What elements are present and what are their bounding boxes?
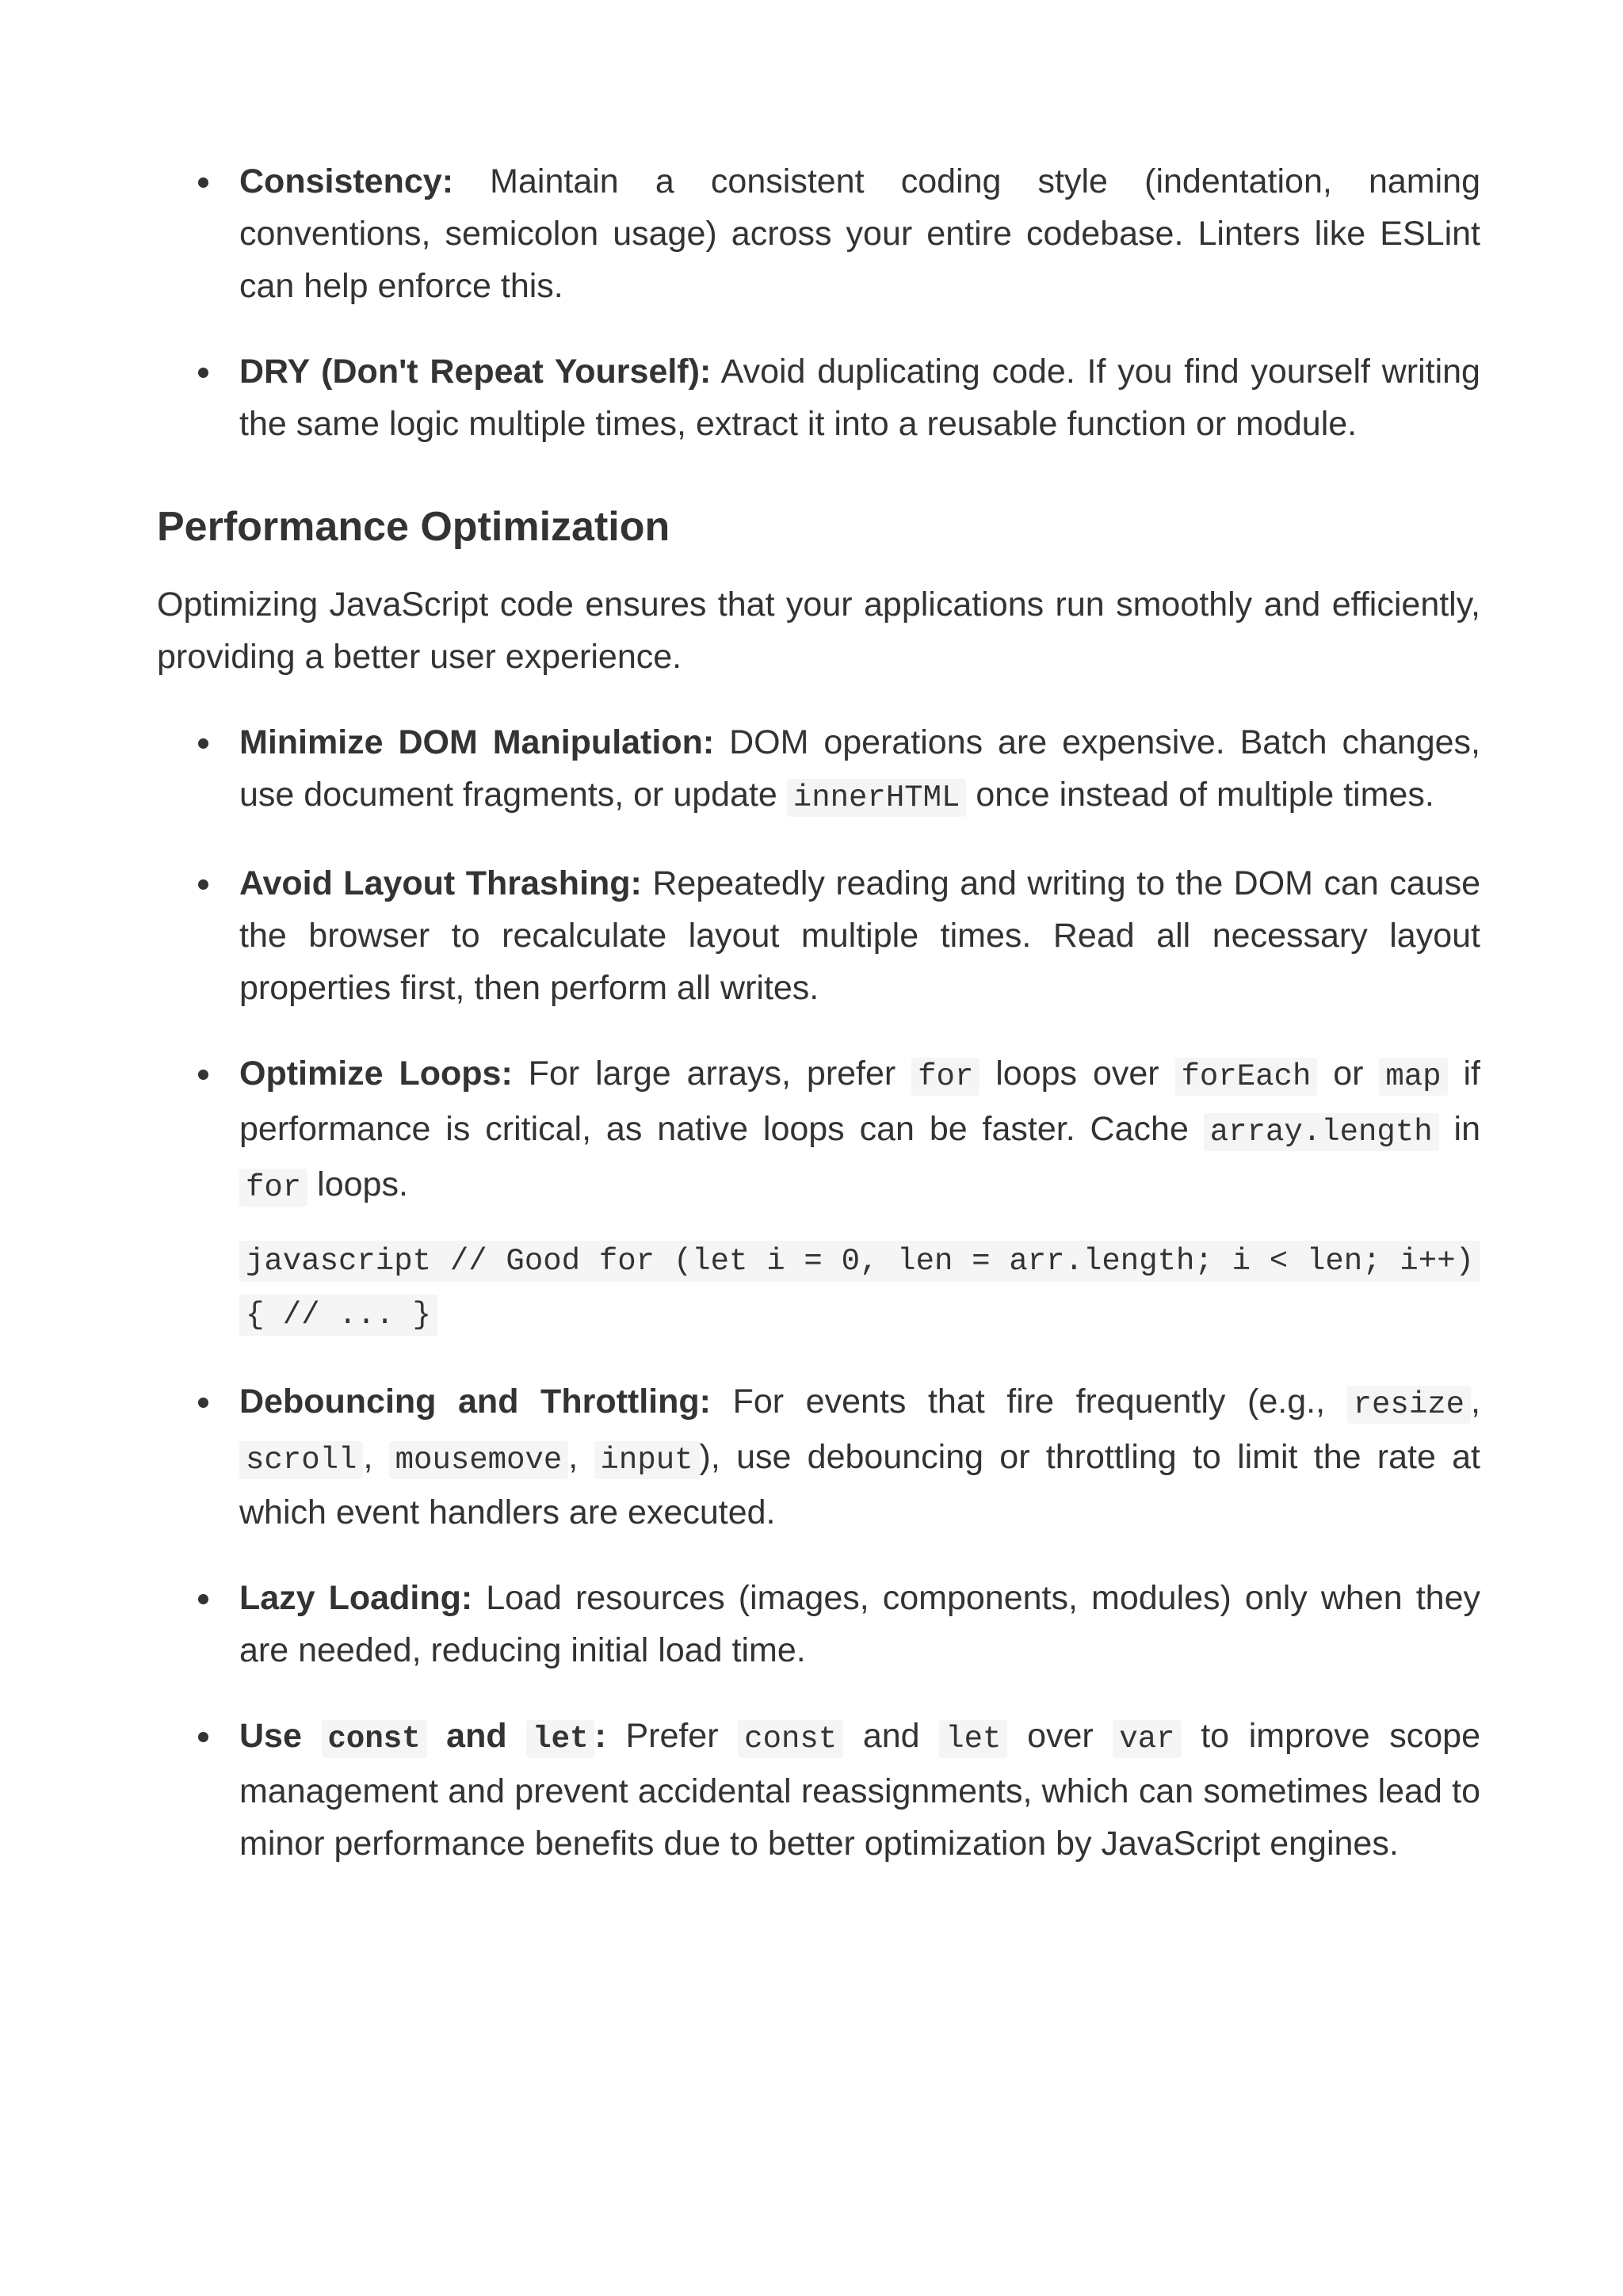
term-dry: DRY (Don't Repeat Yourself):	[239, 353, 712, 391]
desc-layout-thrashing: Repeatedly reading and writing to the DOM can cause the browser to recalculate layout multiple times. Read all necessary layout properties first, then perform all writes.	[239, 864, 1480, 1007]
text-segment: Use	[239, 1717, 322, 1755]
section-intro: Optimizing JavaScript code ensures that your applications run smoothly and efficiently, providing a better user experience.	[157, 585, 1480, 676]
text-segment: and	[843, 1717, 940, 1755]
term-debounce: Debouncing and Throttling:	[239, 1383, 711, 1421]
text-segment: For large arrays, prefer	[512, 1055, 912, 1093]
list-item-dry	[157, 345, 1480, 450]
inline-code: const	[322, 1720, 427, 1758]
inline-code: mousemove	[389, 1441, 569, 1479]
list-item-loops	[157, 1047, 1480, 1342]
text-segment: if performance is critical, as native loops can be faster. Cache	[239, 1055, 1480, 1148]
text-segment: Prefer	[605, 1717, 739, 1755]
text-segment: over	[1007, 1717, 1113, 1755]
text-segment: to improve scope management and prevent accidental reassignments, which can sometimes lead to minor performance benefits due to better optimization by JavaScript engines.	[239, 1717, 1481, 1863]
inline-code: let	[939, 1720, 1007, 1758]
text-segment: :	[594, 1717, 606, 1755]
text-segment: loops over	[980, 1055, 1175, 1093]
list-item-layout-thrashing	[157, 857, 1480, 1014]
document-page	[157, 155, 1480, 1903]
text-segment: ,	[1471, 1383, 1480, 1421]
inline-code: resize	[1347, 1386, 1471, 1424]
list-item-debounce	[157, 1375, 1480, 1539]
text-segment: ,	[568, 1438, 594, 1476]
desc-lazy-loading: Load resources (images, components, modules) only when they are needed, reducing initial load time.	[239, 1579, 1480, 1669]
performance-list	[157, 716, 1480, 1870]
code-block	[239, 1234, 1480, 1342]
term-consistency: Consistency:	[239, 162, 454, 200]
text-segment: once instead of multiple times.	[966, 776, 1434, 814]
code-block-text: javascript // Good for (let i = 0, len = arr.length; i < len; i++) { // ... }	[239, 1241, 1480, 1336]
inline-code: let	[526, 1720, 594, 1758]
text-segment: and	[426, 1717, 527, 1755]
desc-consistency: Maintain a consistent coding style (indentation, naming conventions, semicolon usage) across your entire codebase. Linters like ESLint can help enforce this.	[239, 162, 1480, 305]
inline-code: input	[594, 1441, 700, 1479]
term-layout-thrashing: Avoid Layout Thrashing:	[239, 864, 642, 902]
inline-code: const	[738, 1720, 843, 1758]
list-item-consistency	[157, 155, 1480, 312]
text-segment: DOM operations are expensive. Batch changes, use document fragments, or update	[239, 723, 1480, 814]
inline-code: array.length	[1204, 1113, 1439, 1151]
term-lazy-loading: Lazy Loading:	[239, 1579, 473, 1617]
text-segment: ), use debouncing or throttling to limit the rate at which event handlers are executed.	[239, 1438, 1480, 1531]
inline-code: map	[1379, 1058, 1447, 1096]
inline-code: for	[911, 1058, 980, 1096]
text-segment: For events that fire frequently (e.g.,	[710, 1383, 1347, 1421]
desc-dry: Avoid duplicating code. If you find yourself writing the same logic multiple times, extract it into a reusable function or module.	[239, 353, 1480, 443]
list-item-const-let	[157, 1710, 1480, 1870]
term-const-let	[239, 1717, 606, 1755]
list-item-dom	[157, 716, 1480, 824]
inline-code: var	[1113, 1720, 1181, 1758]
text-segment: in	[1438, 1110, 1480, 1148]
term-loops: Optimize Loops:	[239, 1055, 513, 1093]
section-heading-performance: Performance Optimization	[157, 504, 670, 550]
inline-code: forEach	[1175, 1058, 1318, 1096]
term-dom: Minimize DOM Manipulation:	[239, 723, 715, 761]
coding-practices-list	[157, 155, 1480, 450]
text-segment: ,	[363, 1438, 389, 1476]
text-segment: loops.	[307, 1165, 408, 1203]
inline-code: for	[239, 1169, 307, 1207]
inline-code: innerHTML	[787, 779, 967, 817]
text-segment: or	[1317, 1055, 1380, 1093]
list-item-lazy-loading	[157, 1572, 1480, 1676]
inline-code: scroll	[239, 1441, 363, 1479]
